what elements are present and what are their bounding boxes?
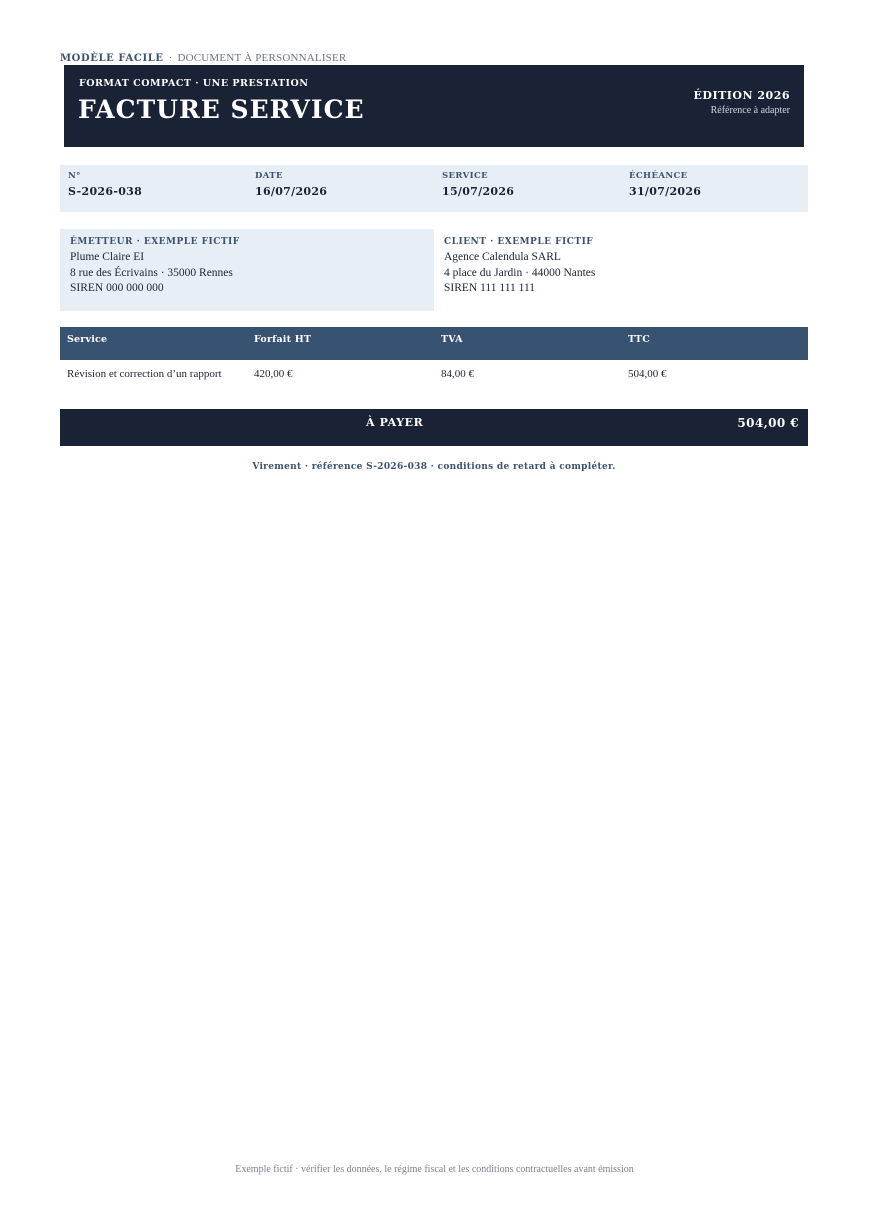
emitter-name: Plume Claire EI — [70, 251, 145, 263]
meta-number — [60, 165, 247, 212]
header-price-ht: Forfait HT — [254, 334, 312, 345]
meta-number-value: S-2026-038 — [68, 185, 143, 198]
services-table — [60, 327, 808, 390]
cell-vat: 84,00 € — [441, 368, 474, 380]
cell-service: Révision et correction d’un rapport — [67, 368, 222, 380]
banner-kicker: FORMAT COMPACT · UNE PRESTATION — [79, 78, 309, 89]
meta-service-value: 15/07/2026 — [442, 185, 515, 198]
emitter-siren: SIREN 000 000 000 — [70, 282, 164, 294]
brand-label: MODÈLE FACILE — [60, 53, 164, 64]
emitter-heading: ÉMETTEUR · EXEMPLE FICTIF — [70, 237, 240, 247]
edition-label: ÉDITION 2026 — [693, 89, 790, 102]
payment-note: Virement · référence S-2026-038 · conditions de retard à compléter. — [252, 462, 616, 472]
header-vat: TVA — [441, 334, 463, 345]
emitter-address: 8 rue des Écrivains · 35000 Rennes — [70, 266, 233, 279]
document-topline — [60, 52, 346, 64]
client-siren: SIREN 111 111 111 — [444, 282, 536, 294]
table-row — [60, 360, 808, 390]
client-block — [434, 229, 808, 311]
invoice-meta-bar — [60, 165, 808, 212]
header-service: Service — [67, 334, 108, 345]
client-name: Agence Calendula SARL — [444, 251, 561, 263]
topline-subtitle: DOCUMENT À PERSONNALISER — [177, 52, 347, 64]
edition-subtitle: Référence à adapter — [710, 105, 790, 116]
topline-separator: · — [168, 52, 173, 64]
meta-due-label: ÉCHÉANCE — [629, 171, 688, 181]
client-heading: CLIENT · EXEMPLE FICTIF — [444, 237, 594, 247]
meta-due-value: 31/07/2026 — [629, 185, 702, 198]
total-label: À PAYER — [366, 416, 424, 429]
invoice-banner — [64, 65, 804, 147]
total-bar — [60, 409, 808, 446]
emitter-block — [60, 229, 434, 311]
cell-ttc: 504,00 € — [628, 368, 667, 380]
meta-number-label: N° — [68, 171, 81, 181]
meta-date — [247, 165, 434, 212]
header-ttc: TTC — [628, 334, 650, 345]
cell-price-ht: 420,00 € — [254, 368, 293, 380]
meta-date-value: 16/07/2026 — [255, 185, 328, 198]
meta-date-label: DATE — [255, 171, 283, 181]
client-address: 4 place du Jardin · 44000 Nantes — [444, 266, 596, 279]
total-amount: 504,00 € — [737, 416, 799, 430]
meta-service-label: SERVICE — [442, 171, 488, 181]
invoice-title: FACTURE SERVICE — [78, 95, 365, 124]
meta-due — [621, 165, 808, 212]
meta-service — [434, 165, 621, 212]
table-header — [60, 327, 808, 360]
footer-disclaimer: Exemple fictif · vérifier les données, le régime fiscal et les conditions contractuelles avant émission — [235, 1164, 634, 1175]
